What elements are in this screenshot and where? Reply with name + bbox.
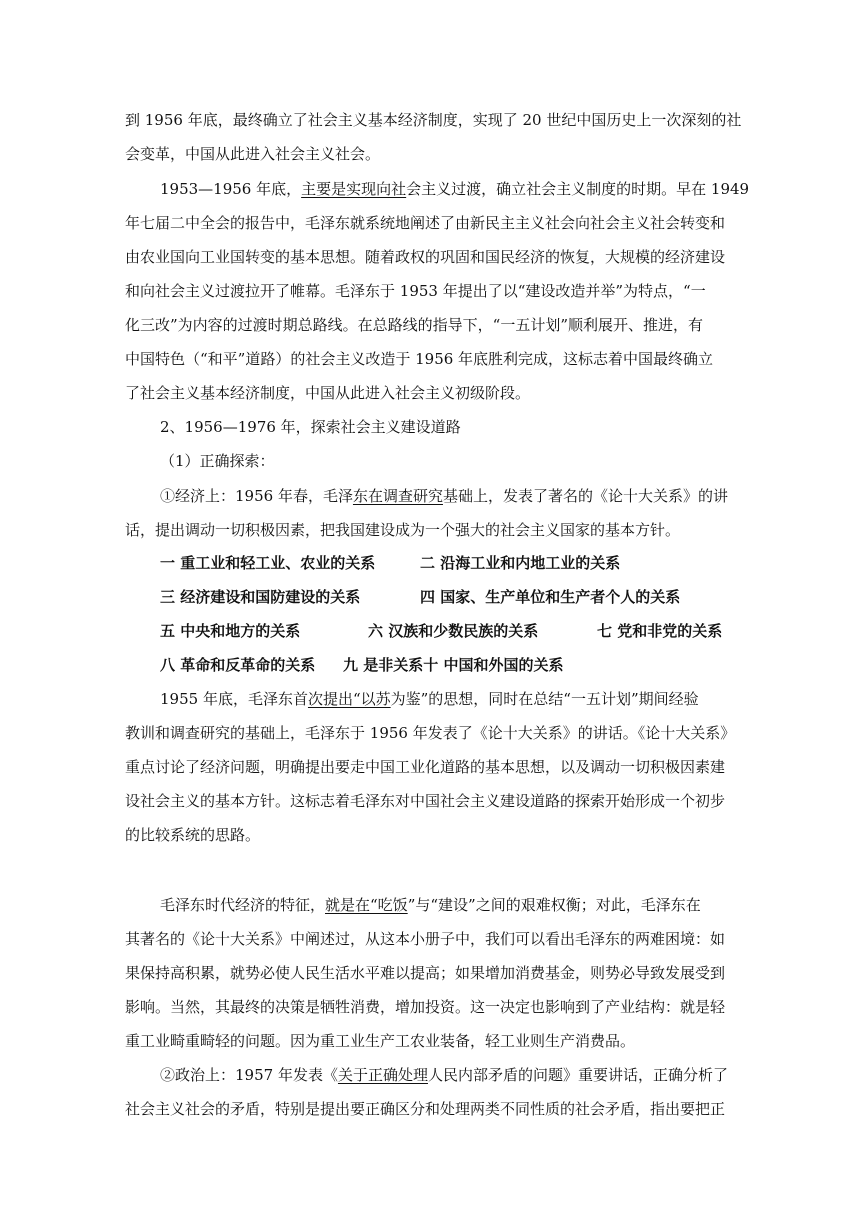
relation-item: 二 沿海工业和内地工业的关系	[420, 554, 621, 572]
relation-item: 六 汉族和少数民族的关系	[368, 622, 539, 640]
subsection-heading: （1）正确探索：	[160, 452, 275, 470]
paragraph-6-line-2: 社会主义社会的矛盾，特别是提出要正确区分和处理两类不同性质的社会矛盾，指出要把正	[125, 1100, 726, 1118]
paragraph-2-line-6: 中国特色（“和平”道路）的社会主义改造于 1956 年底胜利完成，这标志着中国最终确立	[125, 350, 714, 368]
paragraph-4-line-2: 教训和调查研究的基础上，毛泽东于 1956 年发表了《论十大关系》的讲话。《论十大关系》	[125, 724, 736, 742]
paragraph-4-line-1	[0, 689, 860, 709]
text-segment: 毛泽东时代经济的特征，	[160, 896, 326, 914]
paragraph-2-line-3: 由农业国向工业国转变的基本思想。随着政权的巩固和国民经济的恢复，大规模的经济建设	[125, 248, 726, 266]
paragraph-2-line-2: 年七届二中全会的报告中，毛泽东就系统地阐述了由新民主主义社会向社会主义社会转变和	[125, 214, 726, 232]
relation-item: 八 革命和反革命的关系	[160, 656, 316, 674]
paragraph-5-line-2: 其著名的《论十大关系》中阐述过，从这本小册子中，我们可以看出毛泽东的两难困境：如	[125, 930, 726, 948]
text-segment: 会主义过渡，确立社会主义制度的时期。早在 1949	[406, 180, 750, 198]
underlined-text: 就是在“吃饭	[325, 896, 408, 914]
underlined-text: 次提出“以苏	[307, 690, 391, 708]
relation-item: 四 国家、生产单位和生产者个人的关系	[420, 588, 681, 606]
paragraph-1-line-1: 到 1956 年底，最终确立了社会主义基本经济制度，实现了 20 世纪中国历史上一次深刻的社	[125, 111, 742, 129]
relation-item: 七 党和非党的关系	[597, 622, 723, 640]
text-segment: ”与“建设”之间的艰难权衡；对此，毛泽东在	[407, 896, 701, 914]
relation-item: 五 中央和地方的关系	[160, 622, 301, 640]
paragraph-5-line-3: 果保持高积累，就势必使人民生活水平难以提高；如果增加消费基金，则势必导致发展受到	[125, 964, 726, 982]
paragraph-2-line-1	[0, 179, 860, 199]
paragraph-6-line-1	[0, 1065, 860, 1085]
paragraph-2-line-4: 和向社会主义过渡拉开了帷幕。毛泽东于 1953 年提出了以“建设改造并举”为特点，“一	[125, 282, 706, 300]
paragraph-4-line-3: 重点讨论了经济问题，明确提出要走中国工业化道路的基本思想，以及调动一切积极因素建	[125, 758, 726, 776]
paragraph-4-line-5: 的比较系统的思路。	[125, 826, 261, 844]
text-segment: ①经济上：1956 年春，毛泽	[160, 487, 353, 505]
paragraph-5-line-1	[0, 895, 860, 915]
text-segment: 为鉴”的思想，同时在总结“一五计划”期间经验	[390, 690, 699, 708]
paragraph-2-line-7: 了社会主义基本经济制度，中国从此进入社会主义初级阶段。	[125, 384, 531, 402]
paragraph-5-line-5: 重工业畸重畸轻的问题。因为重工业生产工农业装备，轻工业则生产消费品。	[125, 1032, 636, 1050]
text-segment: 1953—1956 年底，	[160, 180, 302, 198]
relation-item: 三 经济建设和国防建设的关系	[160, 588, 361, 606]
paragraph-4-line-4: 设社会主义的基本方针。这标志着毛泽东对中国社会主义建设道路的探索开始形成一个初步	[125, 792, 726, 810]
paragraph-2-line-5: 化三改”为内容的过渡时期总路线。在总路线的指导下，“一五计划”顺利展开、推进，有	[125, 316, 704, 334]
relation-item: 九 是非关系十 中国和外国的关系	[343, 656, 564, 674]
text-segment: 1955 年底，毛泽东首	[160, 690, 308, 708]
paragraph-3-line-2: 话，提出调动一切积极因素，把我国建设成为一个强大的社会主义国家的基本方针。	[125, 521, 681, 539]
paragraph-1-line-2: 会变革，中国从此进入社会主义社会。	[125, 145, 381, 163]
section-heading: 2、1956—1976 年，探索社会主义建设道路	[160, 418, 461, 436]
text-segment: 人民内部矛盾的问题》重要讲话，正确分析了	[427, 1066, 728, 1084]
text-segment: ②政治上：1957 年发表《	[160, 1066, 338, 1084]
underlined-text: 东在调查研究	[352, 487, 443, 505]
underlined-text: 关于正确处理	[337, 1066, 428, 1084]
text-segment: 基础上，发表了著名的《论十大关系》的讲	[442, 487, 728, 505]
paragraph-3-line-1	[0, 486, 860, 506]
underlined-text: 主要是实现向社	[301, 180, 407, 198]
paragraph-5-line-4: 影响。当然，其最终的决策是牺牲消费，增加投资。这一决定也影响到了产业结构：就是轻	[125, 998, 726, 1016]
relation-item: 一 重工业和轻工业、农业的关系	[160, 554, 376, 572]
